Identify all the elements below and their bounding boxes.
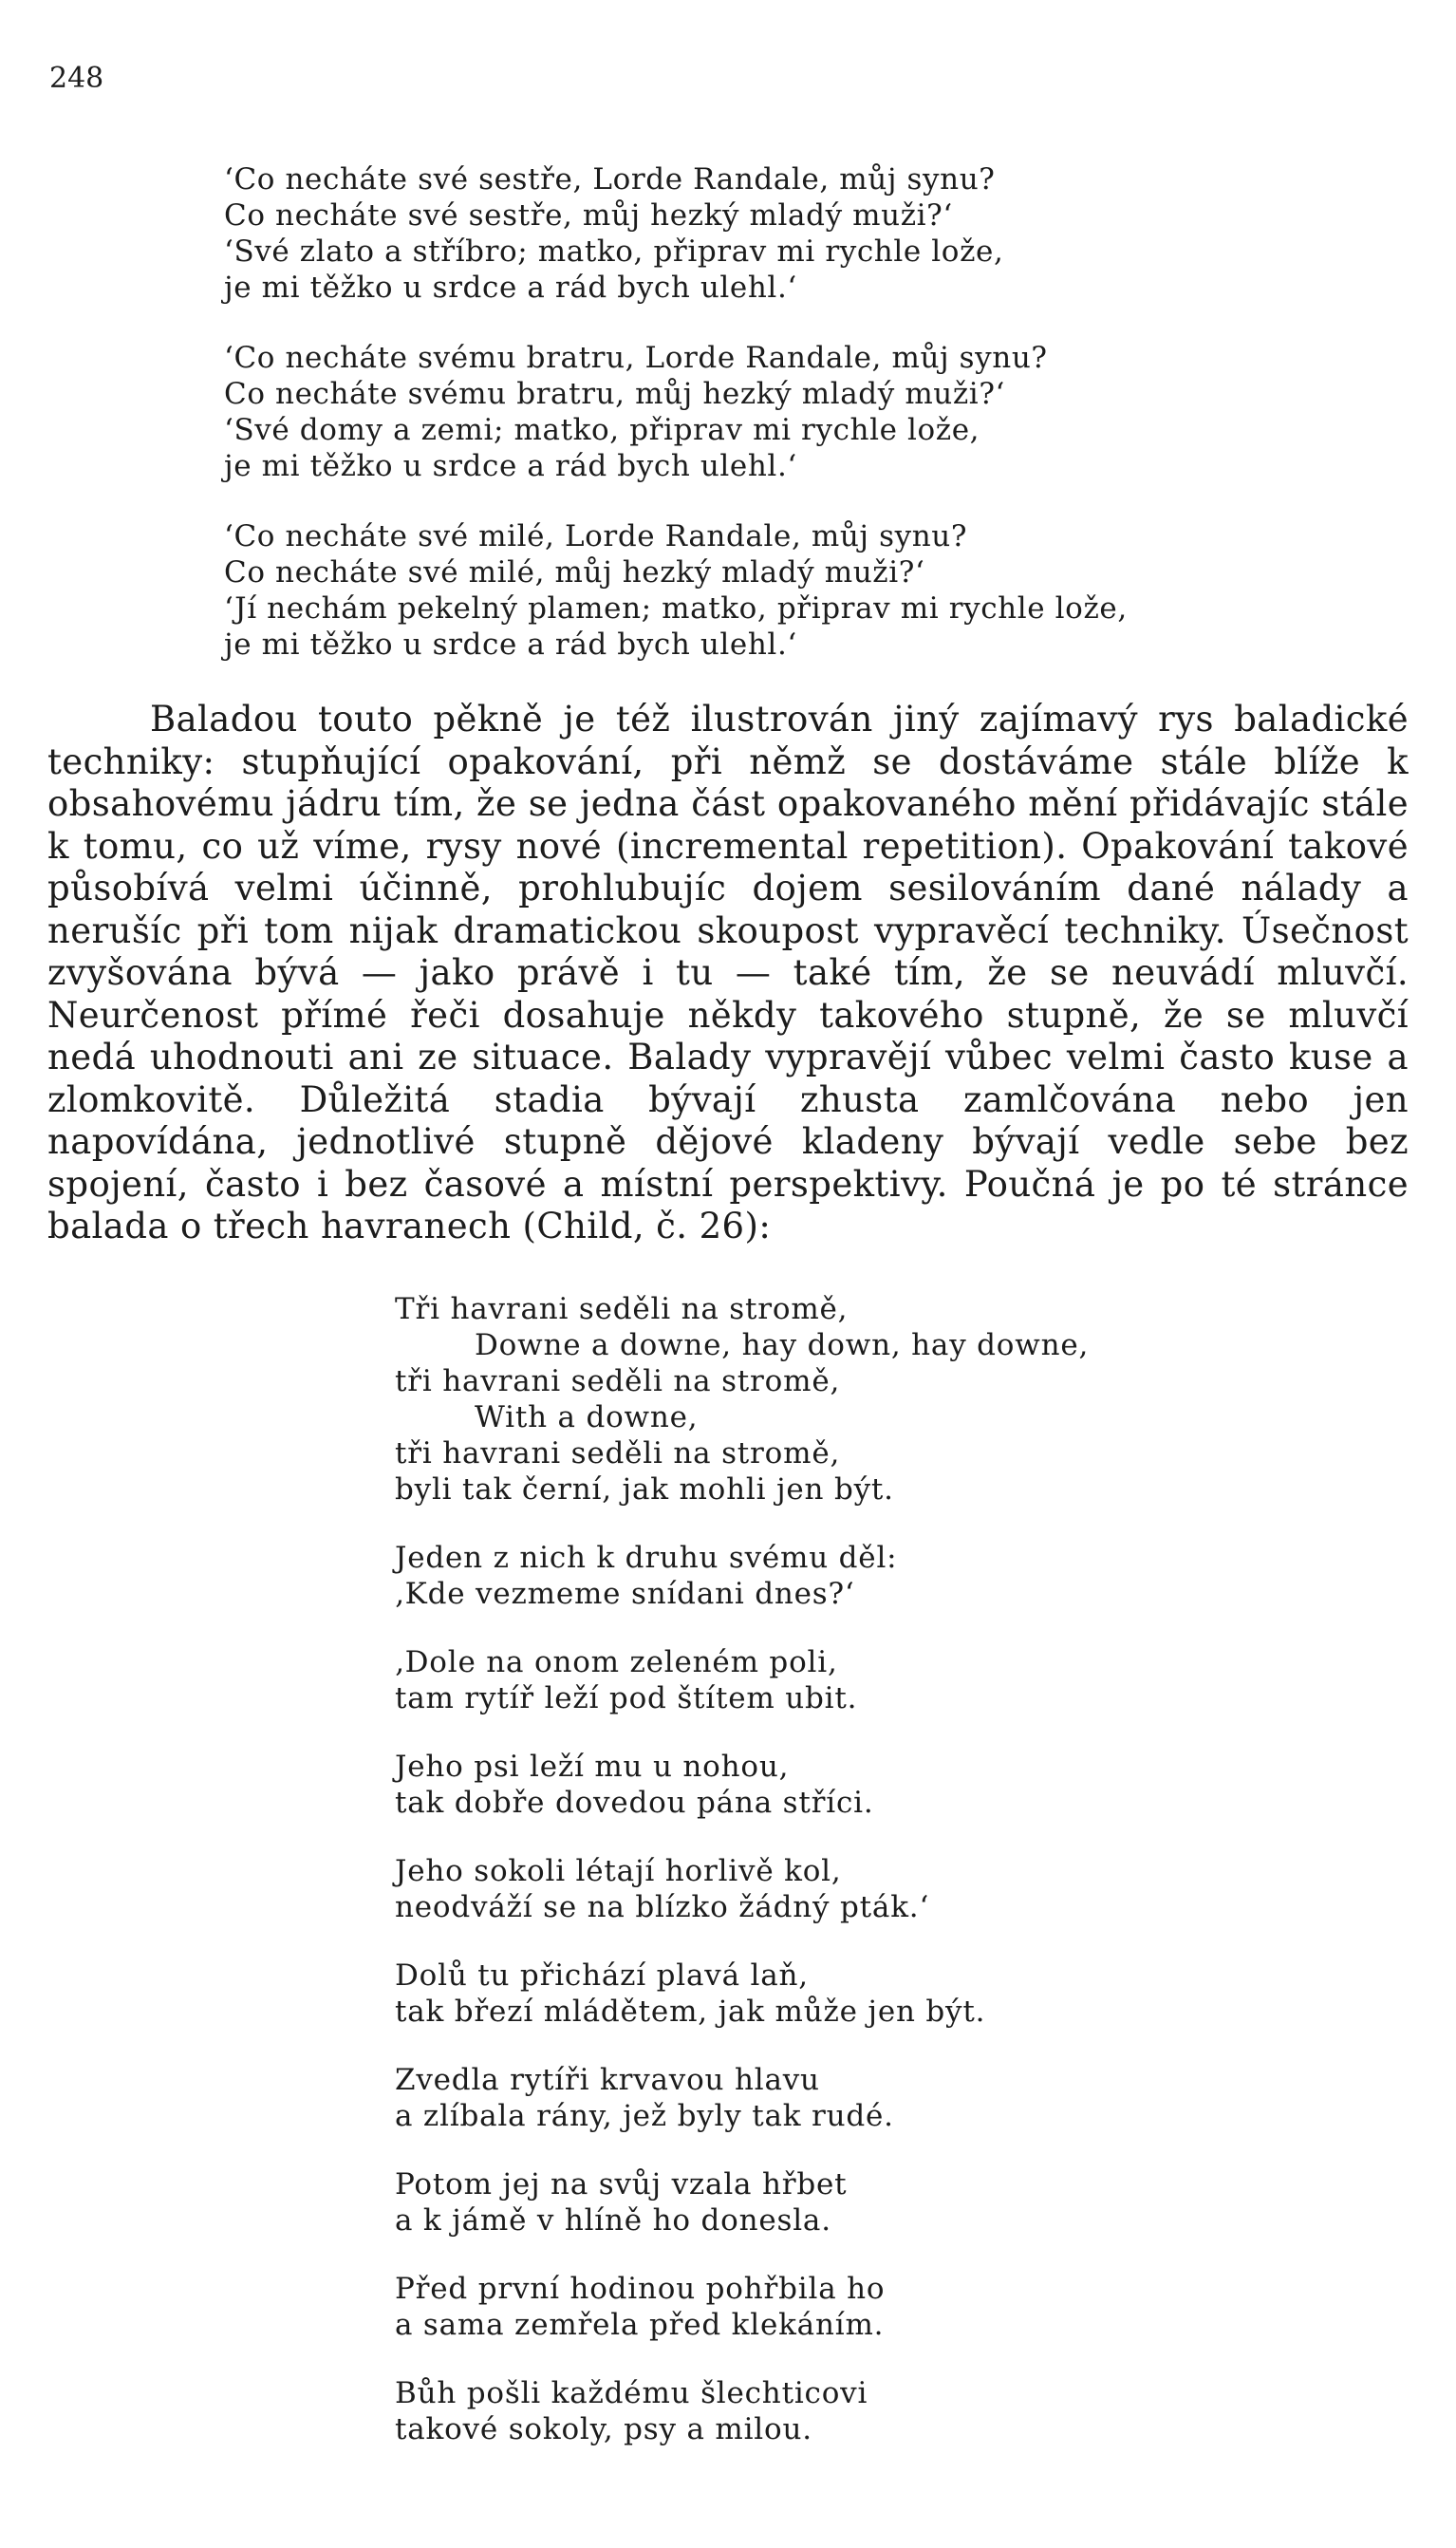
- poem-line: a k jámě v hlíně ho donesla.: [395, 2203, 831, 2238]
- poem-line: ‚Dole na onom zeleném poli,: [395, 1645, 838, 1679]
- poem-line: tak březí mládětem, jak může jen být.: [395, 1995, 986, 2029]
- poem-stanza-7: [395, 2062, 1089, 2134]
- poem-stanza-10: [395, 2375, 1089, 2447]
- poem-line: Před první hodinou pohřbila ho: [395, 2272, 886, 2306]
- poem-refrain-line: Downe a downe, hay down, hay downe,: [475, 1328, 1090, 1362]
- poem-line: tři havrani seděli na stromě,: [395, 1436, 841, 1471]
- poem-stanza-9: [395, 2271, 1089, 2343]
- poem-line: Potom jej na svůj vzala hřbet: [395, 2167, 848, 2201]
- poem-stanza-4: [395, 1749, 1089, 1821]
- ballad-stanza-2: [224, 340, 1128, 484]
- poem-line: tam rytíř leží pod štítem ubit.: [395, 1681, 858, 1715]
- poem-line: byli tak černí, jak mohli jen být.: [395, 1472, 894, 1507]
- ballad-line: ‘Co necháte svému bratru, Lorde Randale, můj synu?: [224, 341, 1048, 375]
- poem-line: a zlíbala rány, jež byly tak rudé.: [395, 2099, 894, 2133]
- poem-line: tři havrani seděli na stromě,: [395, 1364, 841, 1398]
- ballad-line: ‘Své domy a zemi; matko, připrav mi rychle lože,: [224, 413, 980, 447]
- poem-stanza-5: [395, 1853, 1089, 1925]
- poem-line: Jeho psi leží mu u nohou,: [395, 1750, 790, 1784]
- body-paragraph: Baladou touto pěkně je též ilustrován jiný zajímavý rys baladické techniky: stupňující opakování, při němž se dostáváme stále blíže k obsahovému jádru tím, že se jedna část opakovaného mění přidávajíc stále k tomu, co už víme, rysy nové (incremental repetition). Opakování takové působívá velmi účinně, prohlubujíc dojem sesilováním dané nálady a nerušíc při tom nijak dramatickou skoupost vypravěcí techniky. Úsečnost zvyšována bývá — jako právě i tu — také tím, že se neuvádí mluvčí. Neurčenost přímé řeči dosahuje někdy takového stupně, že se mluvčí nedá uhodnouti ani ze situace. Balady vypravějí vůbec velmi často kuse a zlomkovitě. Důležitá stadia bývají zhusta zamlčována nebo jen napovídána, jednotlivé stupně dějové kladeny bývají vedle sebe bez spojení, často i bez časové a místní perspektivy. Poučná je po té stránce balada o třech havranech (Child, č. 26):: [47, 699, 1409, 1246]
- poem-line: Jeden z nich k druhu svému děl:: [395, 1541, 898, 1575]
- ballad-stanza-3: [224, 518, 1128, 663]
- poem-stanza-8: [395, 2166, 1089, 2239]
- ballad-line: ‘Co necháte své milé, Lorde Randale, můj synu?: [224, 519, 968, 553]
- poem-stanza-3: [395, 1644, 1089, 1716]
- poem-stanza-6: [395, 1958, 1089, 2030]
- ballad-stanza-1: [224, 161, 1128, 306]
- poem-line: Bůh pošli každému šlechticovi: [395, 2376, 868, 2410]
- ballad-line: je mi těžko u srdce a rád bych ulehl.‘: [224, 449, 797, 483]
- ballad-line: Co necháte své milé, můj hezký mladý muži?‘: [224, 555, 925, 590]
- ballad-line: Co necháte své sestře, můj hezký mladý muži?‘: [224, 198, 953, 233]
- poem-stanza-1: [395, 1291, 1089, 1508]
- poem-line: Tři havrani seděli na stromě,: [395, 1292, 849, 1326]
- ballad-line: ‘Jí nechám pekelný plamen; matko, připrav mi rychle lože,: [224, 591, 1128, 626]
- poem-refrain-line: With a downe,: [475, 1400, 699, 1434]
- poem-line: tak dobře dovedou pána stříci.: [395, 1786, 874, 1820]
- poem-line: Zvedla rytíři krvavou hlavu: [395, 2063, 820, 2097]
- poem-line: Jeho sokoli létají horlivě kol,: [395, 1854, 842, 1888]
- poem-line: Dolů tu přichází plavá laň,: [395, 1958, 809, 1993]
- poem-line: takové sokoly, psy a milou.: [395, 2412, 812, 2446]
- ballad-line: je mi těžko u srdce a rád bych ulehl.‘: [224, 628, 797, 662]
- ballad-line: ‘Své zlato a stříbro; matko, připrav mi rychle lože,: [224, 234, 1004, 269]
- page-number: 248: [49, 62, 104, 95]
- poem-line: ‚Kde vezmeme snídani dnes?‘: [395, 1577, 855, 1611]
- ballad-line: je mi těžko u srdce a rád bych ulehl.‘: [224, 271, 797, 305]
- lord-randal-ballad-excerpt: [224, 161, 1128, 697]
- three-ravens-poem: [395, 1291, 1089, 2480]
- ballad-line: ‘Co necháte své sestře, Lorde Randale, můj synu?: [224, 162, 996, 197]
- ballad-line: Co necháte svému bratru, můj hezký mladý muži?‘: [224, 377, 1005, 411]
- poem-stanza-2: [395, 1540, 1089, 1612]
- poem-line: neodváží se na blízko žádný pták.‘: [395, 1890, 930, 1924]
- poem-line: a sama zemřela před klekáním.: [395, 2308, 885, 2342]
